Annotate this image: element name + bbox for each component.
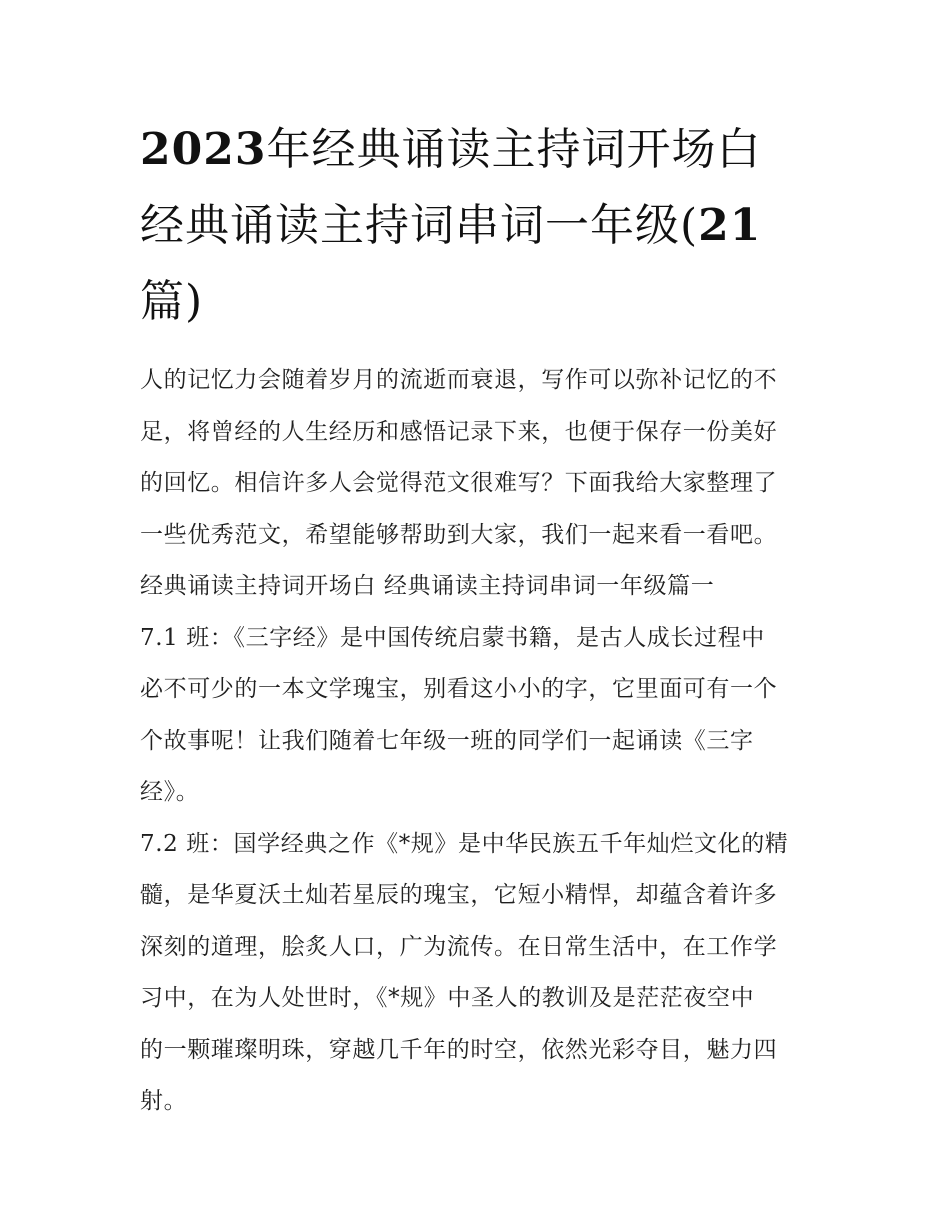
title-year: 2023 — [140, 124, 267, 175]
title-count: 21 — [698, 200, 762, 251]
document-body — [140, 355, 820, 1128]
section-heading: 经典诵读主持词开场白 经典诵读主持词串词一年级篇一 — [140, 573, 715, 599]
body-line: 个故事呢！让我们随着七年级一班的同学们一起诵读《三字 — [140, 727, 754, 754]
title-text: 篇) — [140, 276, 204, 327]
body-line: 习中，在为人处世时，《*规》中圣人的教训及是茫茫夜空中 — [140, 985, 755, 1011]
title-text: 年经典诵读主持词开场白 — [266, 124, 762, 175]
body-line: 一些优秀范文，希望能够帮助到大家，我们一起来看一看吧。 — [140, 521, 778, 548]
body-line: 髓，是华夏沃土灿若星辰的瑰宝，它短小精悍，却蕴含着许多 — [140, 882, 778, 908]
title-line-1 — [140, 112, 820, 188]
title-text: 经典诵读主持词串词一年级( — [140, 200, 699, 251]
body-line: 足，将曾经的人生经历和感悟记录下来，也便于保存一份美好 — [140, 418, 778, 445]
body-line: 射。 — [140, 1088, 188, 1114]
title-line-2 — [140, 188, 820, 264]
body-line: 7.2 班：国学经典之作《*规》是中华民族五千年灿烂文化的精 — [140, 830, 789, 857]
body-line: 的回忆。相信许多人会觉得范文很难写？下面我给大家整理了 — [140, 470, 778, 496]
body-line: 必不可少的一本文学瑰宝，别看这小小的字，它里面可有一个 — [140, 676, 778, 702]
document-title — [140, 112, 820, 340]
body-line: 经》。 — [140, 779, 200, 805]
body-line: 人的记忆力会随着岁月的流逝而衰退，写作可以弥补记忆的不 — [140, 367, 778, 393]
body-line: 7.1 班：《三字经》是中国传统启蒙书籍，是古人成长过程中 — [140, 624, 765, 651]
body-line: 深刻的道理，脍炙人口，广为流传。在日常生活中，在工作学 — [140, 933, 778, 960]
title-line-3 — [140, 264, 820, 340]
body-line: 的一颗璀璨明珠，穿越几千年的时空，依然光彩夺目，魅力四 — [140, 1036, 778, 1063]
